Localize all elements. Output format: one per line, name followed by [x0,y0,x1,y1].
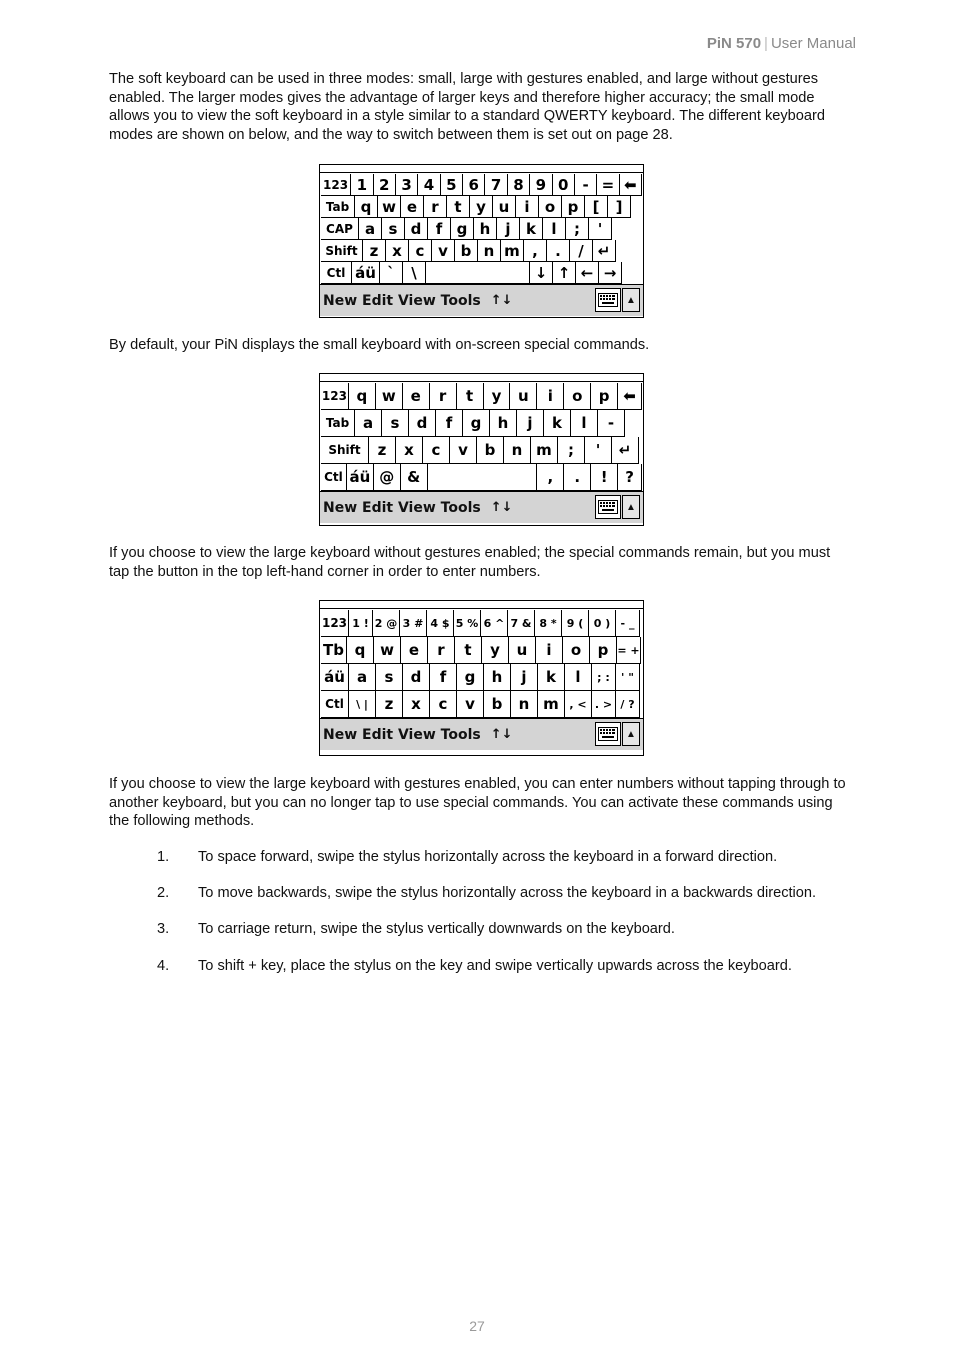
keyboard-key: ← [576,262,599,284]
keyboard-key: z [369,437,396,464]
keyboard-key: p [562,196,585,218]
large-keyboard-paragraph: If you choose to view the large keyboard without gestures enabled; the special commands remain, but you must tap the button in the top left-hand corner in order to enter numbers. [109,545,831,580]
keyboard-key: [ [585,196,608,218]
keyboard-key: / ? [616,691,640,718]
taskbar-menu: New Edit View Tools [323,292,481,309]
keyboard-key: 7 [485,174,507,196]
default-paragraph: By default, your PiN displays the small keyboard with on-screen special commands. [109,337,650,353]
keyboard-key: áü [352,262,380,284]
list-item [109,957,849,976]
header-separator: | [764,35,768,52]
keyboard-key: ' [585,437,612,464]
manual-title: User Manual [770,35,856,52]
keyboard-key: q [355,196,378,218]
step-number: 4. [157,957,170,974]
keyboard-key: u [509,637,536,664]
sip-up-arrow-icon: ▲ [622,495,640,519]
keyboard-key: x [386,240,409,262]
scroll-arrows-icon: ↑↓ [490,727,513,742]
list-item [109,920,849,939]
keyboard-key: Tab [321,196,355,218]
keyboard-key: w [378,196,401,218]
keyboard-key: b [484,691,511,718]
keyboard-key: 9 ( [562,610,589,637]
keyboard-key: p [591,383,618,410]
keyboard-key: ⬅ [618,383,642,410]
keyboard-key: m [531,437,558,464]
keyboard-key: a [355,410,382,437]
keyboard-keys [320,382,643,491]
keyboard-key: h [474,218,497,240]
keyboard-key: v [432,240,455,262]
keyboard-key: m [538,691,565,718]
small-keyboard-screenshot [319,164,644,318]
taskbar-menu: New Edit View Tools [323,499,481,516]
space-key [426,262,530,284]
keyboard-key: Tab [321,410,355,437]
keyboard-key: k [520,218,543,240]
keyboard-key: 0 ) [589,610,616,637]
keyboard-key: Ctl [321,464,347,491]
keyboard-row [321,383,642,410]
keyboard-key: 0 [553,174,575,196]
keyboard-key: Ctl [321,262,352,284]
keyboard-key: e [401,637,428,664]
keyboard-key: o [564,383,591,410]
keyboard-key: z [363,240,386,262]
keyboard-key: - [575,174,597,196]
keyboard-key: i [537,383,564,410]
large-keyboard-screenshot [319,373,644,526]
keyboard-row [321,410,642,437]
keyboard-key: \ | [349,691,376,718]
step-text: To carriage return, swipe the stylus vertically downwards on the keyboard. [198,921,675,938]
keyboard-key: y [470,196,493,218]
keyboard-key: g [451,218,474,240]
keyboard-key: y [484,383,511,410]
keyboard-key: \ [403,262,426,284]
keyboard-key: 8 * [535,610,562,637]
keyboard-row [321,262,642,284]
keyboard-key: v [457,691,484,718]
keyboard-key: p [590,637,617,664]
taskbar [320,284,643,316]
step-number: 2. [157,885,170,902]
keyboard-key: z [376,691,403,718]
page-header [707,35,856,52]
keyboard-key: @ [374,464,401,491]
keyboard-key: t [455,637,482,664]
keyboard-key: a [359,218,382,240]
keyboard-row [321,664,642,691]
keyboard-key: c [430,691,457,718]
gesture-steps-list [109,848,849,993]
keyboard-key: r [424,196,447,218]
keyboard-top-bar [320,601,643,609]
keyboard-key: t [457,383,484,410]
keyboard-row [321,174,642,196]
space-key [428,464,538,491]
keyboard-key: b [455,240,478,262]
keyboard-key: d [409,410,436,437]
keyboard-key: Ctl [321,691,349,718]
scroll-arrows-icon: ↑↓ [490,293,513,308]
keyboard-key: i [516,196,539,218]
keyboard-key: - _ [616,610,640,637]
keyboard-key: ↓ [530,262,553,284]
keyboard-key: f [430,664,457,691]
keyboard-key: ' [589,218,612,240]
keyboard-key: = [597,174,619,196]
keyboard-key: v [450,437,477,464]
keyboard-key: Tb [321,637,347,664]
keyboard-key: m [501,240,524,262]
keyboard-key: w [376,383,403,410]
keyboard-key: . [547,240,570,262]
keyboard-key: d [403,664,430,691]
keyboard-key: s [382,218,405,240]
scroll-arrows-icon: ↑↓ [490,500,513,515]
keyboard-key: u [493,196,516,218]
keyboard-key: r [430,383,457,410]
keyboard-key: c [423,437,450,464]
keyboard-key: 5 % [454,610,481,637]
step-text: To move backwards, swipe the stylus horizontally across the keyboard in a backwards direction. [198,885,817,902]
keyboard-key: u [510,383,537,410]
keyboard-key: ↑ [553,262,576,284]
keyboard-key: a [349,664,376,691]
keyboard-key: o [539,196,562,218]
keyboard-key: y [482,637,509,664]
keyboard-key: 123 [321,174,351,196]
keyboard-row [321,691,642,718]
keyboard-key: 123 [321,610,349,637]
keyboard-key: 7 & [508,610,535,637]
keyboard-key: Shift [321,437,369,464]
keyboard-key: x [396,437,423,464]
keyboard-key: 9 [530,174,552,196]
keyboard-key: ⬅ [620,174,642,196]
keyboard-key: 2 @ [373,610,400,637]
keyboard-key: Shift [321,240,363,262]
keyboard-top-bar [320,165,643,173]
sip-up-arrow-icon: ▲ [622,722,640,746]
keyboard-top-bar [320,374,643,382]
keyboard-key: e [403,383,430,410]
step-text: To space forward, swipe the stylus horizontally across the keyboard in a forward direction. [198,849,778,865]
keyboard-key: CAP [321,218,359,240]
keyboard-key: f [428,218,451,240]
keyboard-key: 6 ^ [481,610,508,637]
keyboard-icon [595,722,621,746]
list-item [109,848,849,867]
keyboard-key: c [409,240,432,262]
keyboard-key: - [598,410,625,437]
keyboard-key: o [563,637,590,664]
page-number: 27 [469,1318,485,1334]
keyboard-key: n [504,437,531,464]
keyboard-key: 1 ! [349,610,373,637]
keyboard-key: 3 # [400,610,427,637]
keyboard-key: , [537,464,564,491]
keyboard-key: 123 [321,383,349,410]
keyboard-key: q [349,383,376,410]
keyboard-row [321,610,642,637]
keyboard-key: h [490,410,517,437]
keyboard-key: k [544,410,571,437]
keyboard-key: t [447,196,470,218]
keyboard-key: r [428,637,455,664]
gesture-keyboard-screenshot [319,600,644,756]
keyboard-key: ` [380,262,403,284]
keyboard-key: s [376,664,403,691]
keyboard-key: g [463,410,490,437]
taskbar-menu: New Edit View Tools [323,726,481,743]
keyboard-key: s [382,410,409,437]
keyboard-key: q [347,637,374,664]
keyboard-key: l [571,410,598,437]
keyboard-key: l [565,664,592,691]
keyboard-icon [595,495,621,519]
keyboard-key: 3 [396,174,418,196]
keyboard-key: ] [608,196,631,218]
keyboard-key: x [403,691,430,718]
keyboard-key: 6 [463,174,485,196]
keyboard-key: j [511,664,538,691]
keyboard-key: áü [347,464,374,491]
keyboard-key: n [478,240,501,262]
keyboard-key: e [401,196,424,218]
keyboard-row [321,464,642,491]
list-item [109,884,849,903]
keyboard-key: f [436,410,463,437]
keyboard-icon [595,288,621,312]
keyboard-key: k [538,664,565,691]
step-number: 1. [157,849,170,865]
keyboard-key: i [536,637,563,664]
keyboard-key: áü [321,664,349,691]
keyboard-key: ? [618,464,642,491]
keyboard-key: = + [617,637,641,664]
keyboard-keys [320,609,643,718]
keyboard-key: ; : [592,664,616,691]
keyboard-key: ; [558,437,585,464]
taskbar [320,718,643,750]
keyboard-key: , [524,240,547,262]
keyboard-row [321,218,642,240]
keyboard-key: g [457,664,484,691]
keyboard-key: ; [566,218,589,240]
keyboard-key: l [543,218,566,240]
keyboard-key: n [511,691,538,718]
keyboard-key: , < [565,691,592,718]
intro-paragraph: The soft keyboard can be used in three modes: small, large with gestures enabled, and large without gestures enabled. The larger modes gives the advantage of larger keys and therefore higher accuracy; the small mode allows you to view the soft keyboard in a style similar to a standard QWERTY keyboard. The different keyboard modes are shown on below, and the way to switch between them is set out on page 28. [109,71,825,144]
step-text: To shift + key, place the stylus on the key and swipe vertically upwards across the keyboard. [198,957,792,974]
step-number: 3. [157,921,170,938]
keyboard-key: h [484,664,511,691]
keyboard-key: b [477,437,504,464]
keyboard-keys [320,173,643,284]
keyboard-row [321,240,642,262]
keyboard-key: 5 [441,174,463,196]
keyboard-row [321,196,642,218]
keyboard-key: 2 [374,174,396,196]
keyboard-key: & [401,464,428,491]
keyboard-key: → [599,262,622,284]
keyboard-key: . [564,464,591,491]
keyboard-key: j [497,218,520,240]
product-name: PiN 570 [706,35,762,52]
keyboard-key: / [570,240,593,262]
keyboard-key: w [374,637,401,664]
taskbar [320,491,643,523]
keyboard-key: 4 $ [427,610,454,637]
keyboard-key: . > [592,691,616,718]
keyboard-row [321,637,642,664]
keyboard-key: d [405,218,428,240]
keyboard-row [321,437,642,464]
keyboard-key: ' " [616,664,640,691]
keyboard-key: ↵ [612,437,639,464]
keyboard-key: 4 [418,174,440,196]
keyboard-key: 8 [508,174,530,196]
sip-up-arrow-icon: ▲ [622,288,640,312]
gesture-paragraph: If you choose to view the large keyboard with gestures enabled, you can enter numbers without tapping through to another keyboard, but you can no longer tap to use special commands. You can activate these commands using the following methods. [109,776,846,830]
keyboard-key: ! [591,464,618,491]
keyboard-key: ↵ [593,240,616,262]
keyboard-key: j [517,410,544,437]
keyboard-key: 1 [351,174,373,196]
